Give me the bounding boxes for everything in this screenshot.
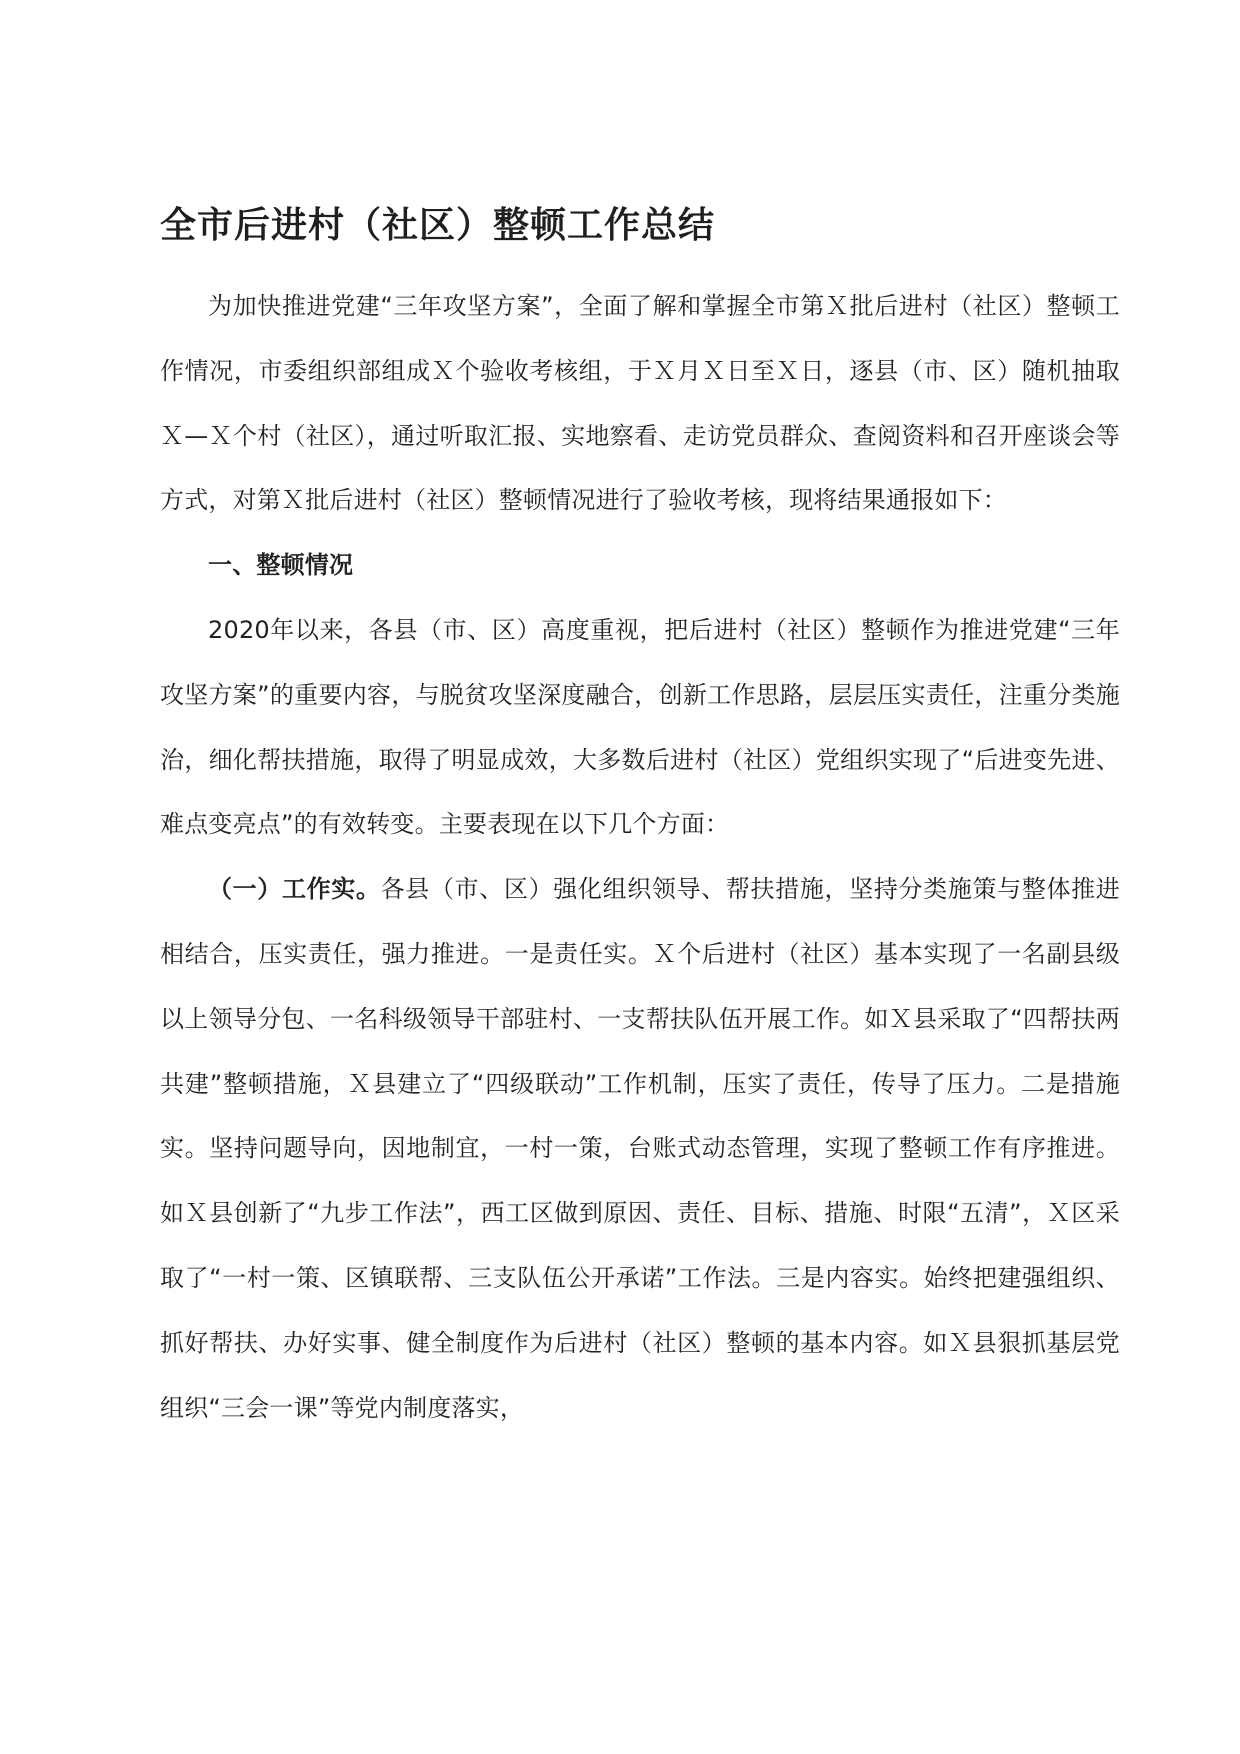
document-body bbox=[160, 274, 1120, 1440]
intro-paragraph: 为加快推进党建“三年攻坚方案”，全面了解和掌握全市第Ｘ批后进村（社区）整顿工作情况，市委组织部组成Ｘ个验收考核组，于Ｘ月Ｘ日至Ｘ日，逐县（市、区）随机抽取Ｘ—Ｘ个村（社区），通过听取汇报、实地察看、走访党员群众、查阅资料和召开座谈会等方式，对第Ｘ批后进村（社区）整顿情况进行了验收考核，现将结果通报如下： bbox=[160, 292, 1121, 515]
document-title: 全市后进村（社区）整顿工作总结 bbox=[160, 205, 716, 246]
subsection-lead: （一）工作实。 bbox=[208, 875, 381, 904]
subsection-paragraph bbox=[160, 857, 1120, 1440]
section-paragraph: 2020年以来，各县（市、区）高度重视，把后进村（社区）整顿作为推进党建“三年攻坚方案”的重要内容，与脱贫攻坚深度融合，创新工作思路，层层压实责任，注重分类施治，细化帮扶措施，取得了明显成效，大多数后进村（社区）党组织实现了“后进变先进、难点变亮点”的有效转变。主要表现在以下几个方面： bbox=[160, 615, 1120, 839]
section-heading: 一、整顿情况 bbox=[208, 551, 354, 580]
subsection-text: 各县（市、区）强化组织领导、帮扶措施，坚持分类施策与整体推进相结合，压实责任，强力推进。一是责任实。Ｘ个后进村（社区）基本实现了一名副县级以上领导分包、一名科级领导干部驻村、一支帮扶队伍开展工作。如Ｘ县采取了“四帮扶两共建”整顿措施，Ｘ县建立了“四级联动”工作机制，压实了责任，传导了压力。二是措施实。坚持问题导向，因地制宜，一村一策，台账式动态管理，实现了整顿工作有序推进。如Ｘ县创新了“九步工作法”，西工区做到原因、责任、目标、措施、时限“五清”，Ｘ区采取了“一村一策、区镇联帮、三支队伍公开承诺”工作法。三是内容实。始终把建强组织、抓好帮扶、办好实事、健全制度作为后进村（社区）整顿的基本内容。如Ｘ县狠抓基层党组织“三会一课”等党内制度落实， bbox=[160, 875, 1121, 1422]
